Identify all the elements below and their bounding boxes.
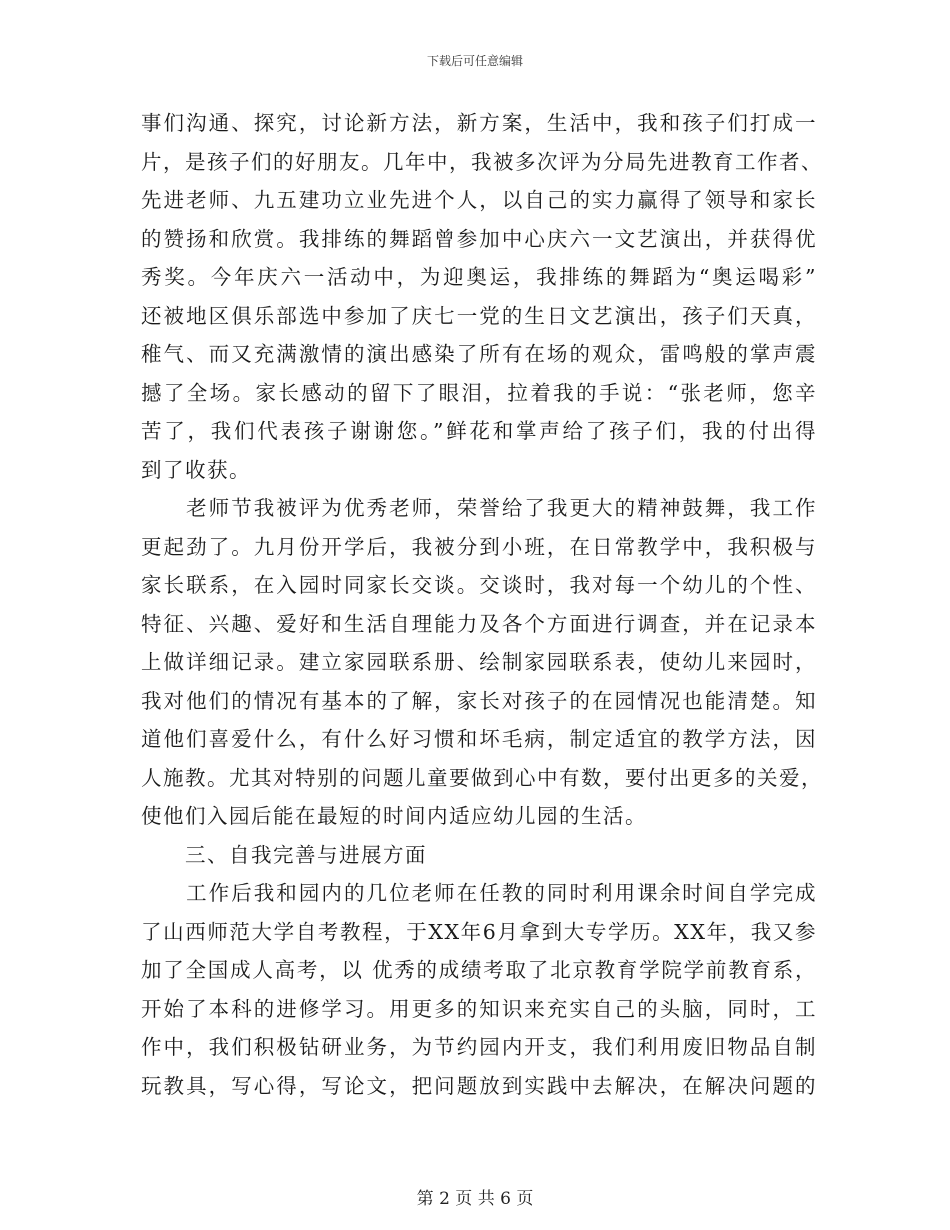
text-line: 老师节我被评为优秀老师，荣誉给了我更大的精神鼓舞，我工作 — [141, 496, 817, 520]
text-line: 了山西师范大学自考教程，于XX年6月拿到大专学历。XX年，我又参 — [141, 919, 817, 944]
text-line: 特征、兴趣、爱好和生活自理能力及各个方面进行调查，并在记录本 — [141, 611, 817, 636]
section-heading: 三、自我完善与进展方面 — [141, 842, 427, 867]
text-line: 片，是孩子们的好朋友。几年中，我被多次评为分局先进教育工作者、 — [141, 149, 823, 174]
text-line: 人施教。尤其对特别的问题儿童要做到心中有数，要付出更多的关爱， — [141, 765, 823, 790]
text-line: 加了全国成人高考，以 优秀的成绩考取了北京教育学院学前教育系， — [141, 958, 817, 982]
text-line: 苦了，我们代表孩子谢谢您。”鲜花和掌声给了孩子们，我的付出得 — [141, 419, 817, 443]
text-line: 还被地区俱乐部选中参加了庆七一党的生日文艺演出，孩子们天真， — [141, 303, 817, 328]
text-line: 家长联系，在入园时同家长交谈。交谈时，我对每一个幼儿的个性、 — [141, 573, 817, 597]
text-line: 我对他们的情况有基本的了解，家长对孩子的在园情况也能清楚。知 — [141, 688, 817, 713]
text-line: 上做详细记录。建立家园联系册、绘制家园联系表，使幼儿来园时， — [141, 650, 817, 674]
text-line: 作中，我们积极钻研业务，为节约园内开支，我们利用废旧物品自制 — [141, 1035, 817, 1059]
text-line: 稚气、而又充满激情的演出感染了所有在场的观众，雷鸣般的掌声震 — [141, 342, 817, 366]
text-line: 更起劲了。九月份开学后，我被分到小班，在日常教学中，我积极与 — [141, 534, 817, 559]
text-line: 秀奖。今年庆六一活动中，为迎奥运，我排练的舞蹈为“奥运喝彩” — [141, 265, 817, 289]
text-line: 撼了全场。家长感动的留下了眼泪，拉着我的手说：“张老师，您辛 — [141, 380, 817, 405]
text-line: 事们沟通、探究，讨论新方法，新方案，生活中，我和孩子们打成一 — [141, 111, 817, 135]
text-line: 道他们喜爱什么，有什么好习惯和坏毛病，制定适宜的教学方法，因 — [141, 727, 817, 751]
text-line: 工作后我和园内的几位老师在任教的同时利用课余时间自学完成 — [141, 881, 817, 905]
page-number: 第 2 页 共 6 页 — [416, 1189, 534, 1209]
text-line: 的赞扬和欣赏。我排练的舞蹈曾参加中心庆六一文艺演出，并获得优 — [141, 226, 817, 251]
document-body — [141, 104, 823, 1105]
text-line: 开始了本科的进修学习。用更多的知识来充实自己的头脑，同时，工 — [141, 996, 817, 1021]
text-line: 到了收获。 — [141, 457, 251, 482]
page-header: 下载后可任意编辑 — [426, 54, 523, 68]
text-line: 使他们入园后能在最短的时间内适应幼儿园的生活。 — [141, 804, 647, 828]
text-line: 玩教具，写心得，写论文，把问题放到实践中去解决，在解决问题的 — [141, 1073, 817, 1098]
text-line: 先进老师、九五建功立业先进个人，以自己的实力赢得了领导和家长 — [141, 188, 817, 212]
